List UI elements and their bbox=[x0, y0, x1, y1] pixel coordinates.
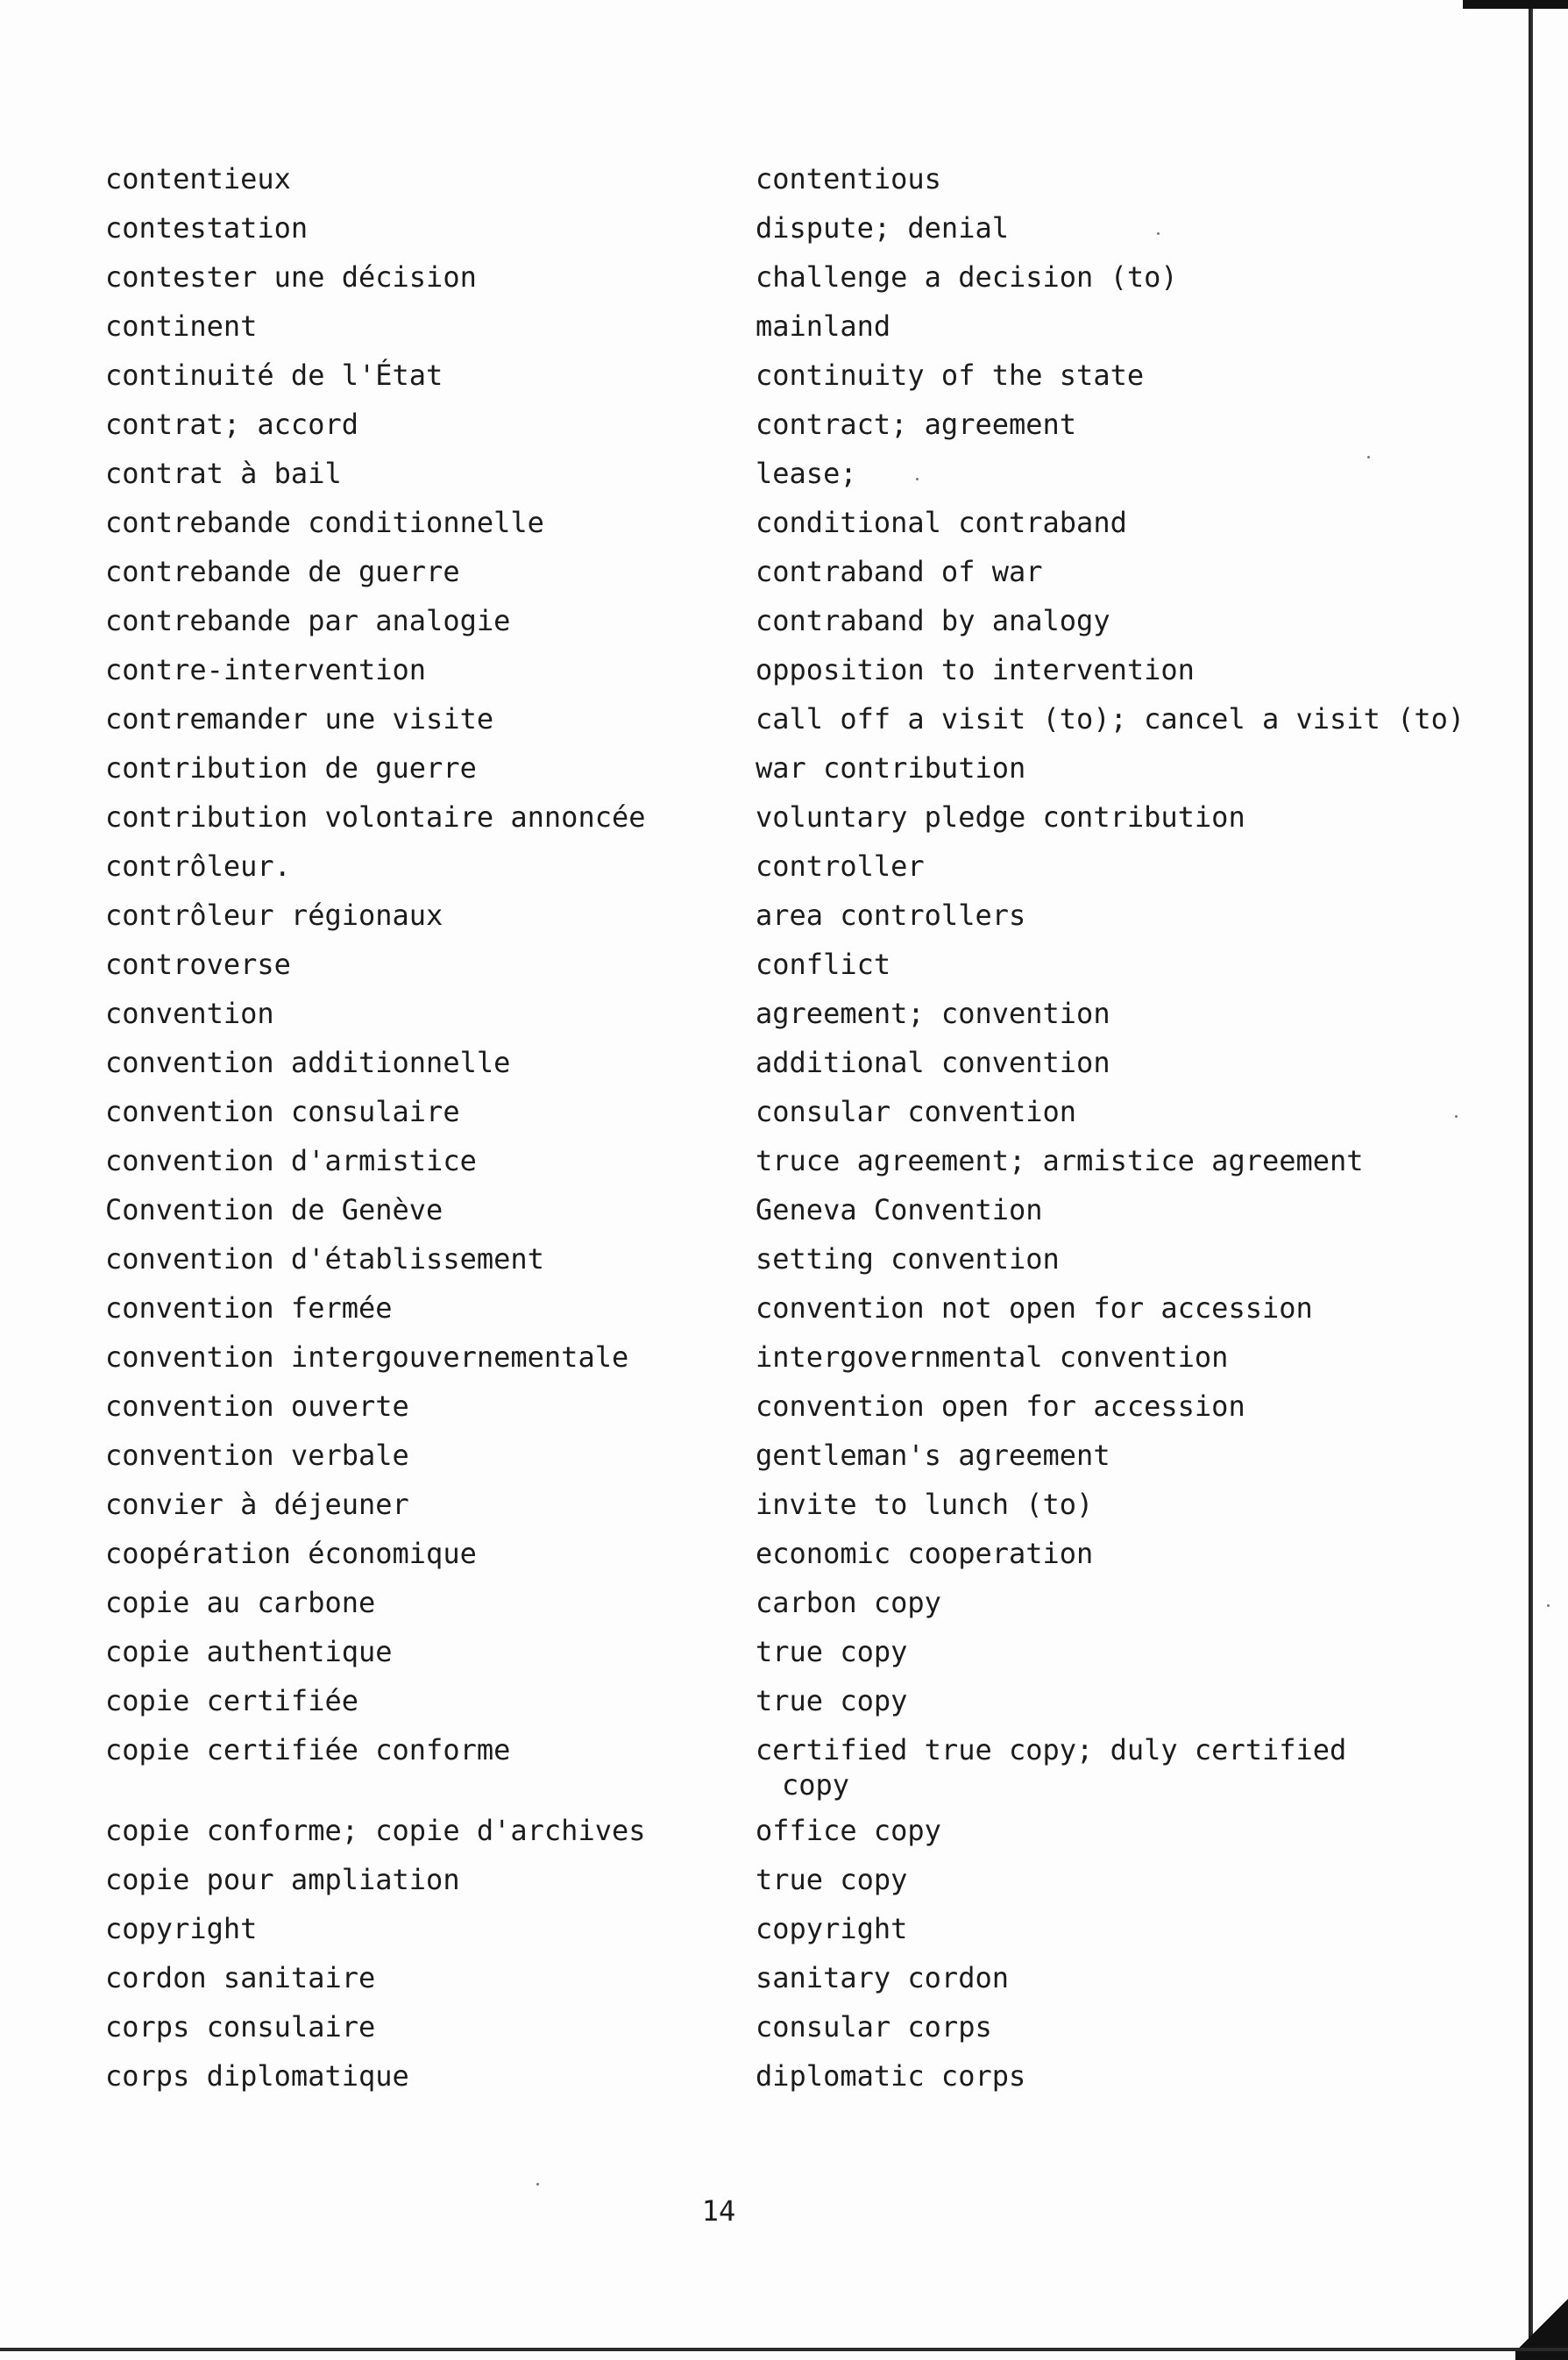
english-term-continuation: copy bbox=[782, 1768, 850, 1802]
french-term: convention consulaire bbox=[105, 1095, 460, 1128]
french-column bbox=[105, 154, 719, 2101]
french-term: copie conforme; copie d'archives bbox=[105, 1814, 646, 1847]
page-number: 14 bbox=[701, 2194, 736, 2228]
english-term: economic cooperation bbox=[756, 1537, 1094, 1570]
bottom-rule bbox=[0, 2348, 1568, 2351]
french-term: contrat; accord bbox=[105, 408, 358, 441]
english-term: contraband by analogy bbox=[756, 604, 1110, 637]
french-term: contremander une visite bbox=[105, 702, 494, 736]
french-term: copyright bbox=[105, 1912, 258, 1945]
english-term: dispute; denial bbox=[756, 211, 1009, 245]
french-term: convention d'armistice bbox=[105, 1144, 477, 1177]
english-term: copyright bbox=[756, 1912, 908, 1945]
english-term: conflict bbox=[756, 948, 891, 981]
french-term: contentieux bbox=[105, 162, 291, 195]
scan-speck bbox=[1547, 1604, 1550, 1607]
french-term: controverse bbox=[105, 948, 291, 981]
english-term: intergovernmental convention bbox=[756, 1340, 1229, 1374]
french-term: cordon sanitaire bbox=[105, 1961, 376, 1994]
french-term: contrebande par analogie bbox=[105, 604, 511, 637]
english-term: office copy bbox=[756, 1814, 941, 1847]
french-term: contre-intervention bbox=[105, 653, 427, 686]
french-term: copie au carbone bbox=[105, 1586, 376, 1619]
english-term: opposition to intervention bbox=[756, 653, 1195, 686]
english-term: truce agreement; armistice agreement bbox=[756, 1144, 1364, 1177]
english-term: lease; bbox=[756, 457, 857, 490]
english-term: consular corps bbox=[756, 2010, 992, 2044]
french-term: convention fermée bbox=[105, 1291, 393, 1325]
english-term: contraband of war bbox=[756, 555, 1043, 588]
english-term: call off a visit (to); cancel a visit (to) bbox=[756, 702, 1465, 736]
english-term: consular convention bbox=[756, 1095, 1077, 1128]
scan-speck bbox=[916, 478, 919, 480]
french-term: copie certifiée bbox=[105, 1684, 358, 1717]
english-term: additional convention bbox=[756, 1046, 1110, 1079]
french-term: corps diplomatique bbox=[105, 2059, 409, 2093]
french-term: convention d'établissement bbox=[105, 1242, 544, 1276]
english-term: voluntary pledge contribution bbox=[756, 800, 1245, 834]
scan-speck bbox=[536, 2183, 539, 2186]
english-term: gentleman's agreement bbox=[756, 1439, 1110, 1472]
french-term: contrebande conditionnelle bbox=[105, 506, 544, 539]
scan-speck bbox=[1455, 1115, 1458, 1118]
french-term: coopération économique bbox=[105, 1537, 477, 1570]
french-term: contestation bbox=[105, 211, 309, 245]
english-term: continuity of the state bbox=[756, 359, 1145, 392]
english-term: challenge a decision (to) bbox=[756, 260, 1178, 294]
french-term: copie authentique bbox=[105, 1635, 393, 1668]
french-term: corps consulaire bbox=[105, 2010, 376, 2044]
french-term: contribution volontaire annoncée bbox=[105, 800, 646, 834]
english-term: contentious bbox=[756, 162, 941, 195]
english-term: conditional contraband bbox=[756, 506, 1127, 539]
french-term: contester une décision bbox=[105, 260, 477, 294]
french-term: convention bbox=[105, 997, 274, 1030]
english-term: war contribution bbox=[756, 751, 1026, 785]
english-term: convention open for accession bbox=[756, 1390, 1245, 1423]
english-term: mainland bbox=[756, 309, 891, 343]
english-term: carbon copy bbox=[756, 1586, 941, 1619]
french-term: Convention de Genève bbox=[105, 1193, 443, 1226]
english-term: invite to lunch (to) bbox=[756, 1488, 1094, 1521]
french-term: convention verbale bbox=[105, 1439, 409, 1472]
scan-speck bbox=[1367, 456, 1370, 458]
english-term: convention not open for accession bbox=[756, 1291, 1313, 1325]
french-term: convention ouverte bbox=[105, 1390, 409, 1423]
french-term: convention additionnelle bbox=[105, 1046, 511, 1079]
french-term: contrôleur régionaux bbox=[105, 899, 443, 932]
english-term-multiline bbox=[756, 1725, 1387, 1806]
english-term: true copy bbox=[756, 1863, 908, 1896]
scan-speck bbox=[1157, 232, 1160, 235]
french-term: contrat à bail bbox=[105, 457, 342, 490]
french-term: contribution de guerre bbox=[105, 751, 477, 785]
french-term: copie certifiée conforme bbox=[105, 1733, 511, 1766]
english-term: area controllers bbox=[756, 899, 1026, 932]
english-column bbox=[756, 154, 1527, 2101]
english-term: true copy bbox=[756, 1684, 908, 1717]
english-term: true copy bbox=[756, 1635, 908, 1668]
english-term: Geneva Convention bbox=[756, 1193, 1043, 1226]
english-term: setting convention bbox=[756, 1242, 1060, 1276]
english-term: certified true copy; duly certified bbox=[756, 1733, 1347, 1766]
french-term: continuité de l'État bbox=[105, 359, 443, 392]
french-term: contrôleur. bbox=[105, 849, 291, 883]
french-term: copie pour ampliation bbox=[105, 1863, 460, 1896]
english-term: diplomatic corps bbox=[756, 2059, 1026, 2093]
english-term: agreement; convention bbox=[756, 997, 1110, 1030]
french-term: contrebande de guerre bbox=[105, 555, 460, 588]
french-term: continent bbox=[105, 309, 258, 343]
french-term: convention intergouvernementale bbox=[105, 1340, 629, 1374]
binding-edge bbox=[1529, 0, 1533, 2360]
english-term: contract; agreement bbox=[756, 408, 1077, 441]
binding-corner-top bbox=[1463, 0, 1568, 32]
english-term: controller bbox=[756, 849, 925, 883]
french-term: convier à déjeuner bbox=[105, 1488, 409, 1521]
english-term: sanitary cordon bbox=[756, 1961, 1009, 1994]
